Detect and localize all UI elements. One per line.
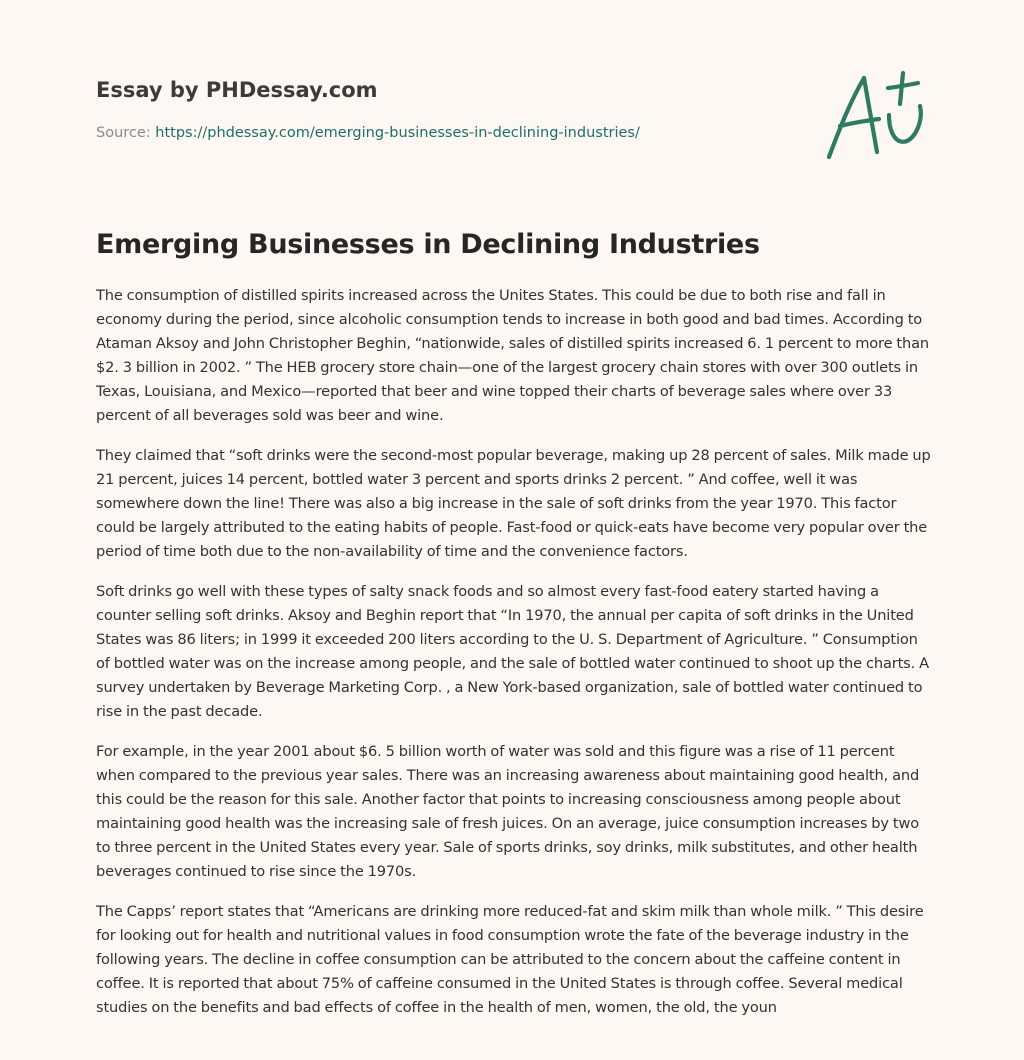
source-label: Source: [96, 125, 151, 141]
site-title: Essay by PHDessay.com [96, 78, 378, 102]
essay-title: Emerging Businesses in Declining Industries [96, 229, 760, 260]
page-header [96, 77, 796, 143]
essay-body [96, 284, 932, 1036]
essay-paragraph-5: The Capps’ report states that “Americans are drinking more reduced-fat and skim milk than whole milk. ” This desire for looking out for health and nutritional values in food consumption wrote the fate of the beverage industry in the following years. The decline in coffee consumption can be attributed to the concern about the caffeine content in coffee. It is reported that about 75% of caffeine consumed in the United States is through coffee. Several medical studies on the benefits and bad effects of coffee in the health of men, women, the old, the youn [96, 903, 924, 1016]
essay-paragraph-1: The consumption of distilled spirits increased across the Unites States. This could be due to both rise and fall in economy during the period, since alcoholic consumption tends to increase in both good and bad times. According to Ataman Aksoy and John Christopher Beghin, “nationwide, sales of distilled spirits increased 6. 1 percent to more than $2. 3 billion in 2002. ” The HEB grocery store chain—one of the largest grocery chain stores with over 300 outlets in Texas, Louisiana, and Mexico—reported that beer and wine topped their charts of beverage sales where over 33 percent of all beverages sold was beer and wine. [96, 287, 929, 424]
essay-paragraph-3: Soft drinks go well with these types of salty snack foods and so almost every fast-food eatery started having a counter selling soft drinks. Aksoy and Beghin report that “In 1970, the annual per capita of soft drinks in the United States was 86 liters; in 1999 it exceeded 200 liters according to the U. S. Department of Agriculture. ” Consumption of bottled water was on the increase among people, and the sale of bottled water continued to shoot up the charts. A survey undertaken by Beverage Marketing Corp. , a New York-based organization, sale of bottled water continued to rise in the past decade. [96, 583, 929, 720]
essay-paragraph-4: For example, in the year 2001 about $6. 5 billion worth of water was sold and this figure was a rise of 11 percent when compared to the previous year sales. There was an increasing awareness about maintaining good health, and this could be the reason for this sale. Another factor that points to increasing consciousness among people about maintaining good health was the increasing sale of fresh juices. On an average, juice consumption increases by two to three percent in the United States every year. Sale of sports drinks, soy drinks, milk substitutes, and other health beverages continued to rise since the 1970s. [96, 743, 920, 880]
source-link[interactable]: https://phdessay.com/emerging-businesses-in-declining-industries/ [155, 125, 640, 141]
essay-paragraph-2: They claimed that “soft drinks were the second-most popular beverage, making up 28 percent of sales. Milk made up 21 percent, juices 14 percent, bottled water 3 percent and sports drinks 2 percent. ” And coffee, well it was somewhere down the line! There was also a big increase in the sale of soft drinks from the year 1970. This factor could be largely attributed to the eating habits of people. Fast-food or quick-eats have become very popular over the period of time both due to the non-availability of time and the convenience factors. [96, 447, 931, 560]
a-plus-logo-icon [822, 68, 928, 164]
source-line [96, 123, 796, 143]
